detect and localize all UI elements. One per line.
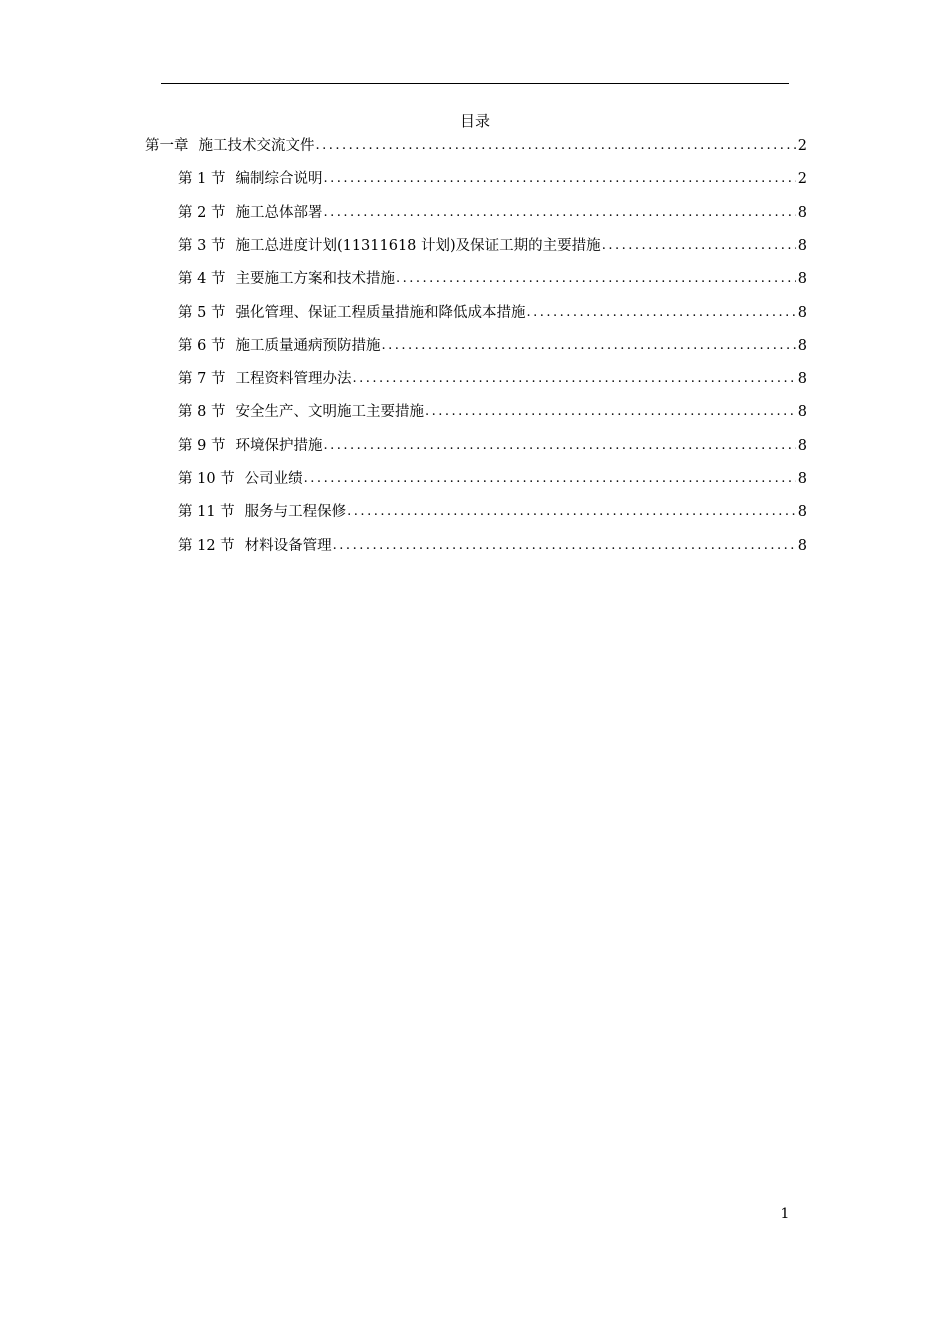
toc-entry-label	[178, 202, 323, 224]
toc-entry-title: 工程资料管理办法	[235, 371, 352, 388]
toc-entry-label	[178, 468, 304, 490]
toc-entry-page: 8	[797, 404, 807, 421]
toc-entry-label	[178, 368, 352, 390]
toc-entry-title: 强化管理、保证工程质量措施和降低成本措施	[235, 304, 526, 321]
toc-entry-title: 服务与工程保修	[244, 504, 347, 521]
toc-entry-label	[178, 401, 425, 423]
toc-entry-label	[178, 435, 323, 457]
toc-entry-number: 第 3 节	[178, 237, 226, 254]
toc-entry-title: 环境保护措施	[235, 437, 323, 454]
toc-dot-leader	[381, 335, 795, 357]
toc-dot-leader	[323, 435, 795, 457]
toc-entry-number: 第 7 节	[178, 371, 226, 388]
toc-entry-number: 第 6 节	[178, 337, 226, 354]
toc-entry-page: 8	[797, 437, 807, 454]
toc-entry-label	[178, 501, 347, 523]
toc-entry-page: 8	[797, 304, 807, 321]
toc-entry-section-12[interactable]	[178, 535, 807, 557]
toc-entry-label	[178, 535, 333, 557]
toc-entry-page: 2	[797, 171, 807, 188]
toc-dot-leader	[323, 202, 795, 224]
toc-entry-number: 第 1 节	[178, 171, 226, 188]
toc-entry-title: 施工质量通病预防措施	[235, 337, 381, 354]
toc-dot-leader	[304, 468, 796, 490]
toc-entry-title: 编制综合说明	[235, 171, 323, 188]
toc-entry-section-4[interactable]	[178, 268, 807, 290]
toc-dot-leader	[526, 302, 795, 324]
toc-entry-section-6[interactable]	[178, 335, 807, 357]
toc-entry-chapter-1[interactable]	[145, 135, 807, 157]
toc-title: 目录	[459, 112, 490, 130]
toc-entry-page: 8	[797, 204, 807, 221]
toc-entry-page: 8	[797, 271, 807, 288]
toc-entry-label	[178, 302, 526, 324]
toc-dot-leader	[333, 535, 796, 557]
toc-entry-title: 主要施工方案和技术措施	[235, 271, 395, 288]
toc-entry-number: 第 10 节	[178, 471, 235, 487]
toc-entry-title: 施工技术交流文件	[198, 138, 315, 154]
toc-dot-leader	[602, 235, 796, 257]
toc-entry-number: 第 11 节	[178, 504, 235, 521]
toc-entry-page: 8	[797, 471, 807, 487]
toc-entry-number: 第 2 节	[178, 204, 226, 221]
toc-dot-leader	[323, 168, 795, 190]
header-rule	[161, 83, 789, 84]
toc-entry-page: 8	[797, 504, 807, 521]
toc-entry-title: 施工总进度计划(11311618 计划)及保证工期的主要措施	[235, 237, 601, 254]
toc-entry-section-1[interactable]	[178, 168, 807, 190]
toc-entry-title: 公司业绩	[244, 471, 303, 487]
toc-entry-label	[145, 135, 316, 157]
toc-entry-section-8[interactable]	[178, 401, 807, 423]
toc-dot-leader	[425, 401, 796, 423]
toc-dot-leader	[396, 268, 796, 290]
toc-entry-page: 8	[797, 537, 807, 554]
toc-entry-section-7[interactable]	[178, 368, 807, 390]
toc-entry-title: 材料设备管理	[244, 537, 332, 554]
toc-entry-page: 8	[797, 237, 807, 254]
page-number: 1	[780, 1206, 790, 1222]
toc-entry-section-3[interactable]	[178, 235, 807, 257]
toc-entry-page: 2	[797, 138, 807, 154]
toc-entry-label	[178, 168, 323, 190]
toc-entry-section-11[interactable]	[178, 501, 807, 523]
toc-entry-section-2[interactable]	[178, 202, 807, 224]
toc-entry-section-5[interactable]	[178, 302, 807, 324]
toc-entry-label	[178, 335, 381, 357]
toc-entry-section-10[interactable]	[178, 468, 807, 490]
toc-dot-leader	[316, 135, 796, 157]
toc-dot-leader	[352, 368, 795, 390]
toc-entry-page: 8	[797, 371, 807, 388]
toc-entry-number: 第 4 节	[178, 271, 226, 288]
toc-entry-label	[178, 235, 602, 257]
toc-entry-number: 第 8 节	[178, 404, 226, 421]
toc-entry-section-9[interactable]	[178, 435, 807, 457]
toc-entry-number: 第一章	[145, 138, 189, 154]
toc-dot-leader	[347, 501, 796, 523]
toc-entry-number: 第 12 节	[178, 537, 235, 554]
toc-entry-number: 第 5 节	[178, 304, 226, 321]
toc-entry-title: 施工总体部署	[235, 204, 323, 221]
toc-entry-number: 第 9 节	[178, 437, 226, 454]
toc-entry-title: 安全生产、文明施工主要措施	[235, 404, 424, 421]
toc-entry-page: 8	[797, 337, 807, 354]
toc-entry-label	[178, 268, 396, 290]
